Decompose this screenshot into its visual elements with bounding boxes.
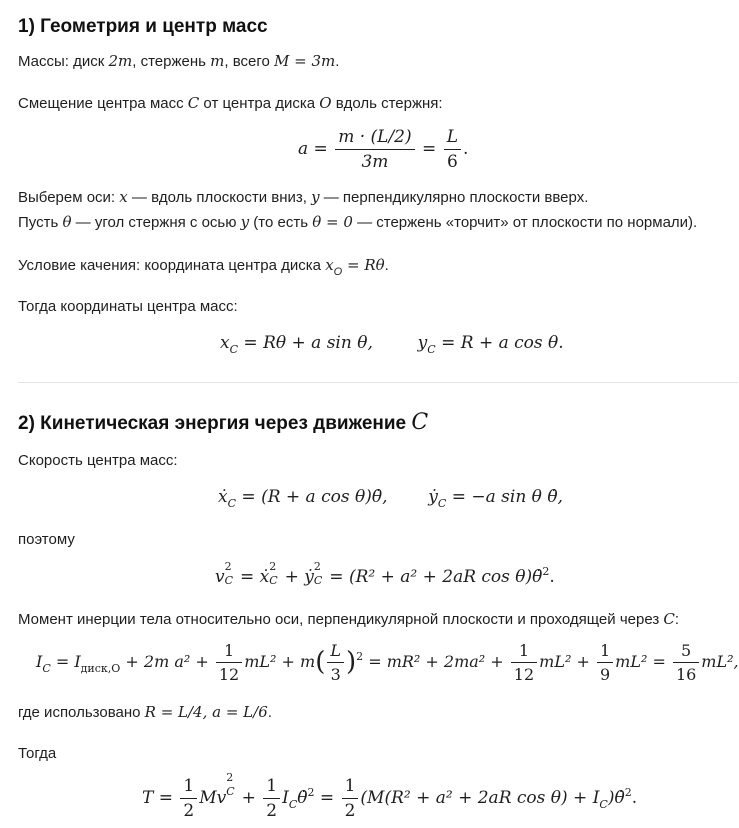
coord-x: x: [220, 333, 230, 353]
eq-a-den2: 6: [446, 152, 458, 172]
vel-x-sub: C: [227, 497, 237, 510]
equation-v2: [215, 560, 555, 587]
I-eq: = I: [50, 652, 81, 671]
I-lhs-sub: C: [42, 662, 51, 675]
I-f3d: 12: [513, 665, 535, 684]
coord-y: y: [417, 333, 428, 353]
vel-y-sub: C: [437, 497, 447, 510]
rolling-end: .: [384, 257, 389, 274]
v2-plus: + ẏ: [279, 567, 314, 587]
I-lhs: I: [36, 652, 43, 671]
vel-x-rhs: = (R + a cos θ)θ̇,: [236, 487, 388, 507]
T-t1-sup: 2: [226, 771, 234, 784]
velocity-label: Скорость центра масс:: [18, 452, 178, 469]
I-t1: + 2m a² +: [120, 652, 214, 671]
T-t3-sup: 2: [624, 786, 632, 799]
axes-prefix: Выберем оси:: [18, 189, 120, 206]
T-f2d: 2: [266, 801, 278, 821]
therefore-label: поэтому: [18, 531, 75, 548]
v2-end: .: [549, 567, 555, 587]
rolling-prefix: Условие качения: координата центра диска: [18, 257, 326, 274]
T-f3n: 1: [342, 776, 359, 799]
v2-x-sub: C: [269, 574, 278, 587]
inertia-text: Момент инерции тела относительно оси, перпендикулярной плоскости и проходящей через: [18, 611, 664, 628]
v2-x-sup: 2: [269, 560, 277, 573]
T-f1n: 1: [180, 776, 197, 799]
shift-O: O: [319, 94, 332, 112]
I-paren-sup: 2: [356, 650, 364, 663]
equation-a: [298, 127, 468, 172]
v2-v-sub: C: [224, 574, 234, 587]
masses-line: [18, 51, 339, 72]
shift-line: [18, 93, 443, 114]
v2-rhs: = (R² + a² + 2aR cos θ)θ̇: [323, 567, 543, 587]
I-f4n: 1: [597, 641, 613, 663]
inertia-line: [18, 609, 679, 630]
equation-coords: [220, 333, 564, 356]
vel-y: ẏ: [428, 487, 438, 507]
used-expr: R = L/4, a = L/6: [144, 703, 268, 721]
theta-end: — стержень «торчит» от плоскости по нормали).: [352, 214, 698, 231]
coord-x-rhs: = Rθ + a sin θ,: [238, 333, 373, 353]
masses-mid: , стержень: [132, 53, 211, 70]
T-frac3: [342, 776, 359, 821]
I-t2: mL² + m: [244, 652, 316, 671]
coord-y-rhs: = R + a cos θ.: [435, 333, 564, 353]
eq-a-frac1: [335, 127, 414, 172]
I-f1d: 12: [218, 665, 240, 684]
equation-inertia: [36, 641, 739, 684]
then-label: Тогда: [18, 745, 57, 762]
theta-mid2: (то есть: [249, 214, 313, 231]
axes-line: [18, 187, 588, 208]
eq-a-eq: =: [422, 139, 437, 159]
rod-mass: m: [210, 52, 225, 70]
eq-a-den1: 3m: [361, 152, 389, 172]
v2-v-sup: 2: [224, 560, 232, 573]
rolling-sub: O: [333, 266, 343, 278]
I-t5: mL² =: [615, 652, 671, 671]
I-t4: mL² +: [539, 652, 595, 671]
I-frac5: [673, 641, 699, 684]
theta-line: [18, 212, 697, 233]
axes-x: x: [119, 188, 128, 206]
T-lhs: T =: [142, 788, 179, 808]
v2-mid: = ẋ: [234, 567, 270, 587]
coord-y-sub: C: [427, 343, 436, 356]
T-end: .: [631, 788, 638, 808]
rolling-line: [18, 255, 389, 282]
rolling-x: x: [325, 256, 334, 274]
shift-C: C: [187, 94, 200, 112]
section-2-heading-C: C: [411, 410, 429, 435]
eq-a-lhs: a =: [298, 139, 328, 159]
section-1-heading: 1) Геометрия и центр масс: [18, 16, 268, 37]
T-f3d: 2: [344, 801, 356, 821]
vel-x: ẋ: [218, 487, 228, 507]
section-divider: [18, 382, 738, 383]
T-t2-sup: 2: [307, 786, 315, 799]
eq-a-frac2: [444, 127, 461, 172]
eq-a-num2: L: [444, 127, 461, 150]
used-end: .: [267, 704, 272, 721]
I-f2n: L: [327, 641, 344, 663]
disk-mass: 2m: [108, 52, 133, 70]
I-t6: mL²,: [701, 652, 739, 671]
I-f1n: 1: [216, 641, 242, 663]
eq-a-num1: m · (L/2): [335, 127, 414, 150]
then-coords: Тогда координаты центра масс:: [18, 298, 238, 315]
T-t3b: )θ̇: [607, 788, 625, 808]
section-2-heading-text: 2) Кинетическая энергия через движение: [18, 413, 412, 434]
shift-prefix: Смещение центра масс: [18, 95, 188, 112]
I-frac3: [511, 641, 537, 684]
theta-prefix: Пусть: [18, 214, 63, 231]
I-frac1: [216, 641, 242, 684]
v2-y-sup: 2: [313, 560, 321, 573]
theta-zero: θ = 0: [312, 213, 353, 231]
I-t3: = mR² + 2ma² +: [363, 652, 509, 671]
axes-mid: — вдоль плоскости вниз,: [127, 189, 312, 206]
T-t2b: θ̇: [297, 788, 308, 808]
v2-y-sub: C: [313, 574, 323, 587]
eq-a-end: .: [463, 139, 469, 159]
theta-y: y: [240, 213, 250, 231]
T-t2-sub: C: [288, 798, 298, 811]
used-line: [18, 702, 272, 723]
T-eq: =: [314, 788, 340, 808]
I-f2d: 3: [330, 665, 341, 684]
I-f5d: 16: [675, 665, 697, 684]
T-f2n: 1: [263, 776, 280, 799]
T-frac2: [263, 776, 280, 821]
T-f1d: 2: [183, 801, 195, 821]
v2-end-sup: 2: [542, 565, 550, 578]
v2-v: v: [215, 567, 225, 587]
section-2-heading: [18, 410, 428, 435]
vel-y-rhs: = −a sin θ θ̇,: [446, 487, 563, 507]
I-paren-close: ): [345, 647, 357, 677]
T-t1-sub: C: [226, 785, 235, 798]
I-f5n: 5: [673, 641, 699, 663]
T-frac1: [180, 776, 197, 821]
I-frac4: [597, 641, 613, 684]
theta-symbol: θ: [62, 213, 72, 231]
T-t3: (M(R² + a² + 2aR cos θ) + I: [360, 788, 600, 808]
I-f3n: 1: [511, 641, 537, 663]
total-mass: M = 3m: [274, 52, 336, 70]
coord-x-sub: C: [229, 343, 239, 356]
masses-mid2: , всего: [224, 53, 275, 70]
T-t2: I: [282, 788, 289, 808]
T-t1: Mv: [199, 788, 227, 808]
axes-end: — перпендикулярно плоскости вверх.: [319, 189, 589, 206]
rolling-rhs: = Rθ: [342, 256, 385, 274]
I-disk-sub: диск,O: [80, 662, 121, 675]
T-plus: +: [236, 788, 262, 808]
shift-mid: от центра диска: [199, 95, 320, 112]
I-frac2: [327, 641, 344, 684]
I-paren-open: (: [315, 647, 326, 677]
I-f4d: 9: [599, 665, 611, 684]
shift-end: вдоль стержня:: [331, 95, 443, 112]
used-prefix: где использовано: [18, 704, 145, 721]
axes-y: y: [311, 188, 320, 206]
masses-end: .: [335, 53, 340, 70]
inertia-C: C: [663, 610, 675, 628]
masses-prefix: Массы: диск: [18, 53, 109, 70]
equation-velocity: [218, 487, 563, 510]
equation-T: [142, 771, 638, 821]
T-t3-sub: C: [599, 798, 608, 811]
inertia-end: :: [674, 611, 680, 628]
theta-mid: — угол стержня с осью: [71, 214, 241, 231]
